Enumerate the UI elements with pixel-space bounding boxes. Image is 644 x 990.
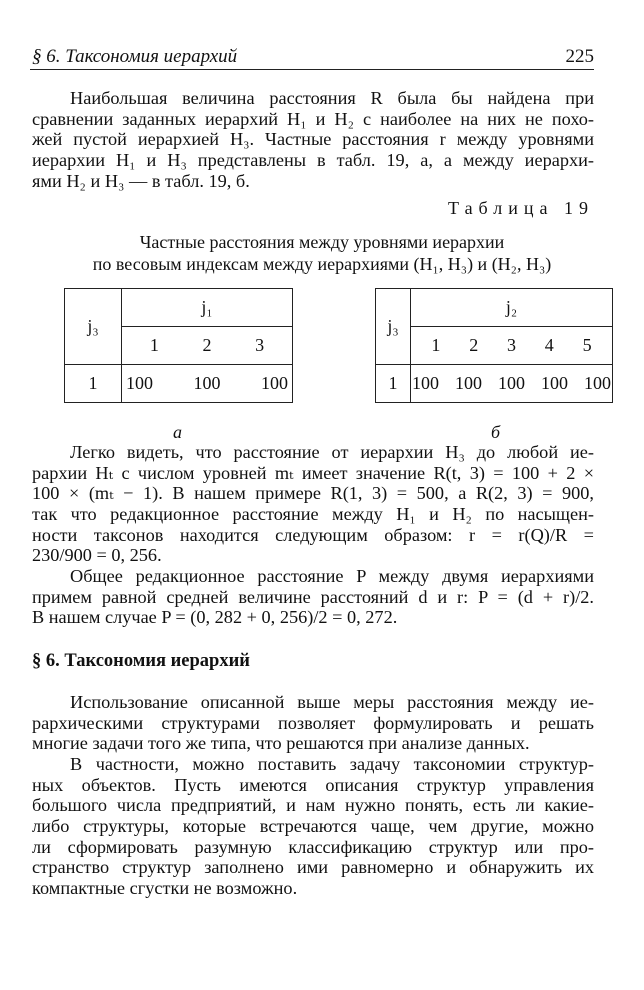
table-number-label: Таблица 19 [448, 198, 594, 218]
caption-line: по весовым индексам между иерархиями (H₁, H₃) и (H₂, H₃) [92, 254, 552, 274]
text-line: Общее редакционное расстояние P между двумя иерархиями [70, 566, 594, 586]
text-line: В нашем случае P = (0, 282 + 0, 256)/2 = 0, 272. [32, 607, 398, 628]
text-line: 100 × (mₜ − 1). В нашем примере R(1, 3) = 500, а R(2, 3) = 900, [32, 483, 594, 504]
table-value: 100 [261, 373, 288, 393]
text-line: 230/900 = 0, 256. [32, 545, 162, 566]
text-line: иерархии H₁ и H₃ представлены в табл. 19, а, а между иерархи- [32, 150, 594, 171]
column-number: 1 [149, 335, 159, 355]
text-line: ности таксонов находится следующим образом: r = r(Q)/R = [32, 524, 594, 545]
column-number: 3 [255, 335, 265, 355]
table-a-sublabel: а [173, 422, 182, 442]
column-number: 5 [582, 335, 592, 355]
table-value: 100 [412, 373, 439, 393]
column-number: 2 [202, 335, 212, 355]
row-header-cell: j₃ [65, 289, 122, 365]
text-line: ями H₂ и H₃ — в табл. 19, б. [32, 170, 250, 191]
table-value: 100 [126, 373, 153, 393]
row-label-cell: 1 [65, 365, 122, 403]
text-line: странство структур заполнено ими равномерно и обнаружить их [32, 857, 594, 878]
column-header-cell: j₁ [122, 289, 293, 327]
column-number: 2 [469, 335, 479, 355]
paragraph-editorial-distance [32, 566, 594, 628]
column-number: 4 [544, 335, 554, 355]
running-head-title: § 6. Таксономия иерархий [32, 46, 238, 67]
table-value: 100 [541, 373, 568, 393]
text-line: ных объектов. Пусть имеются описания структур управления [32, 774, 594, 795]
text-line: примем равной средней величине расстояний d и r: P = (d + r)/2. [32, 586, 594, 607]
text-line: жей пустой иерархией H₃. Частные расстояния r между уровнями [32, 129, 594, 150]
text-line: ли сформировать разумную классификацию структур или про- [32, 836, 594, 857]
paragraph-taxonomy [32, 754, 594, 899]
paragraph-distance [32, 442, 594, 566]
values-cell [122, 365, 293, 403]
values-cell [411, 365, 613, 403]
text-line: большого числа предприятий, и нам нужно понять, есть ли какие- [32, 795, 594, 816]
table-caption [32, 231, 612, 275]
text-line: компактные сгустки не возможно. [32, 878, 298, 899]
table-a [64, 288, 293, 403]
table-b-sublabel: б [491, 422, 501, 442]
text-line: либо структуры, которые встречаются чаще, чем другие, можно [32, 816, 594, 837]
table-b [375, 288, 613, 403]
text-line: В частности, можно поставить задачу таксономии структур- [70, 754, 594, 774]
text-line: Наибольшая величина расстояния R была бы найдена при [70, 88, 594, 108]
text-line: многие задачи того же типа, что решаются при анализе данных. [32, 733, 530, 754]
table-value: 100 [455, 373, 482, 393]
paragraph-usage [32, 692, 594, 754]
text-line: рархическими структурами позволяет формулировать и решать [32, 712, 594, 733]
table-value: 100 [584, 373, 611, 393]
text-line: рархии Hₜ с числом уровней mₜ имеет значение R(t, 3) = 100 + 2 × [32, 462, 594, 483]
column-number: 1 [431, 335, 441, 355]
text-line: сравнении заданных иерархий H₁ и H₂ с наиболее на них не похо- [32, 108, 594, 129]
row-header-cell: j₃ [376, 289, 411, 365]
paragraph-intro [32, 88, 594, 191]
text-line: Использование описанной выше меры расстояния между ие- [70, 692, 594, 712]
text-line: так что редакционное расстояние между H₁ и H₂ по насыщен- [32, 504, 594, 525]
column-numbers-cell [122, 327, 293, 365]
running-head [30, 45, 594, 70]
row-label-cell: 1 [376, 365, 411, 403]
column-number: 3 [506, 335, 516, 355]
text-line: Легко видеть, что расстояние от иерархии H₃ до любой ие- [70, 442, 594, 462]
table-value: 100 [498, 373, 525, 393]
column-numbers-cell [411, 327, 613, 365]
section-heading: § 6. Таксономия иерархий [32, 651, 250, 671]
column-header-cell: j₂ [411, 289, 613, 327]
caption-line: Частные расстояния между уровнями иерархии [139, 232, 505, 252]
page-number: 225 [565, 46, 594, 67]
table-value: 100 [193, 373, 221, 393]
